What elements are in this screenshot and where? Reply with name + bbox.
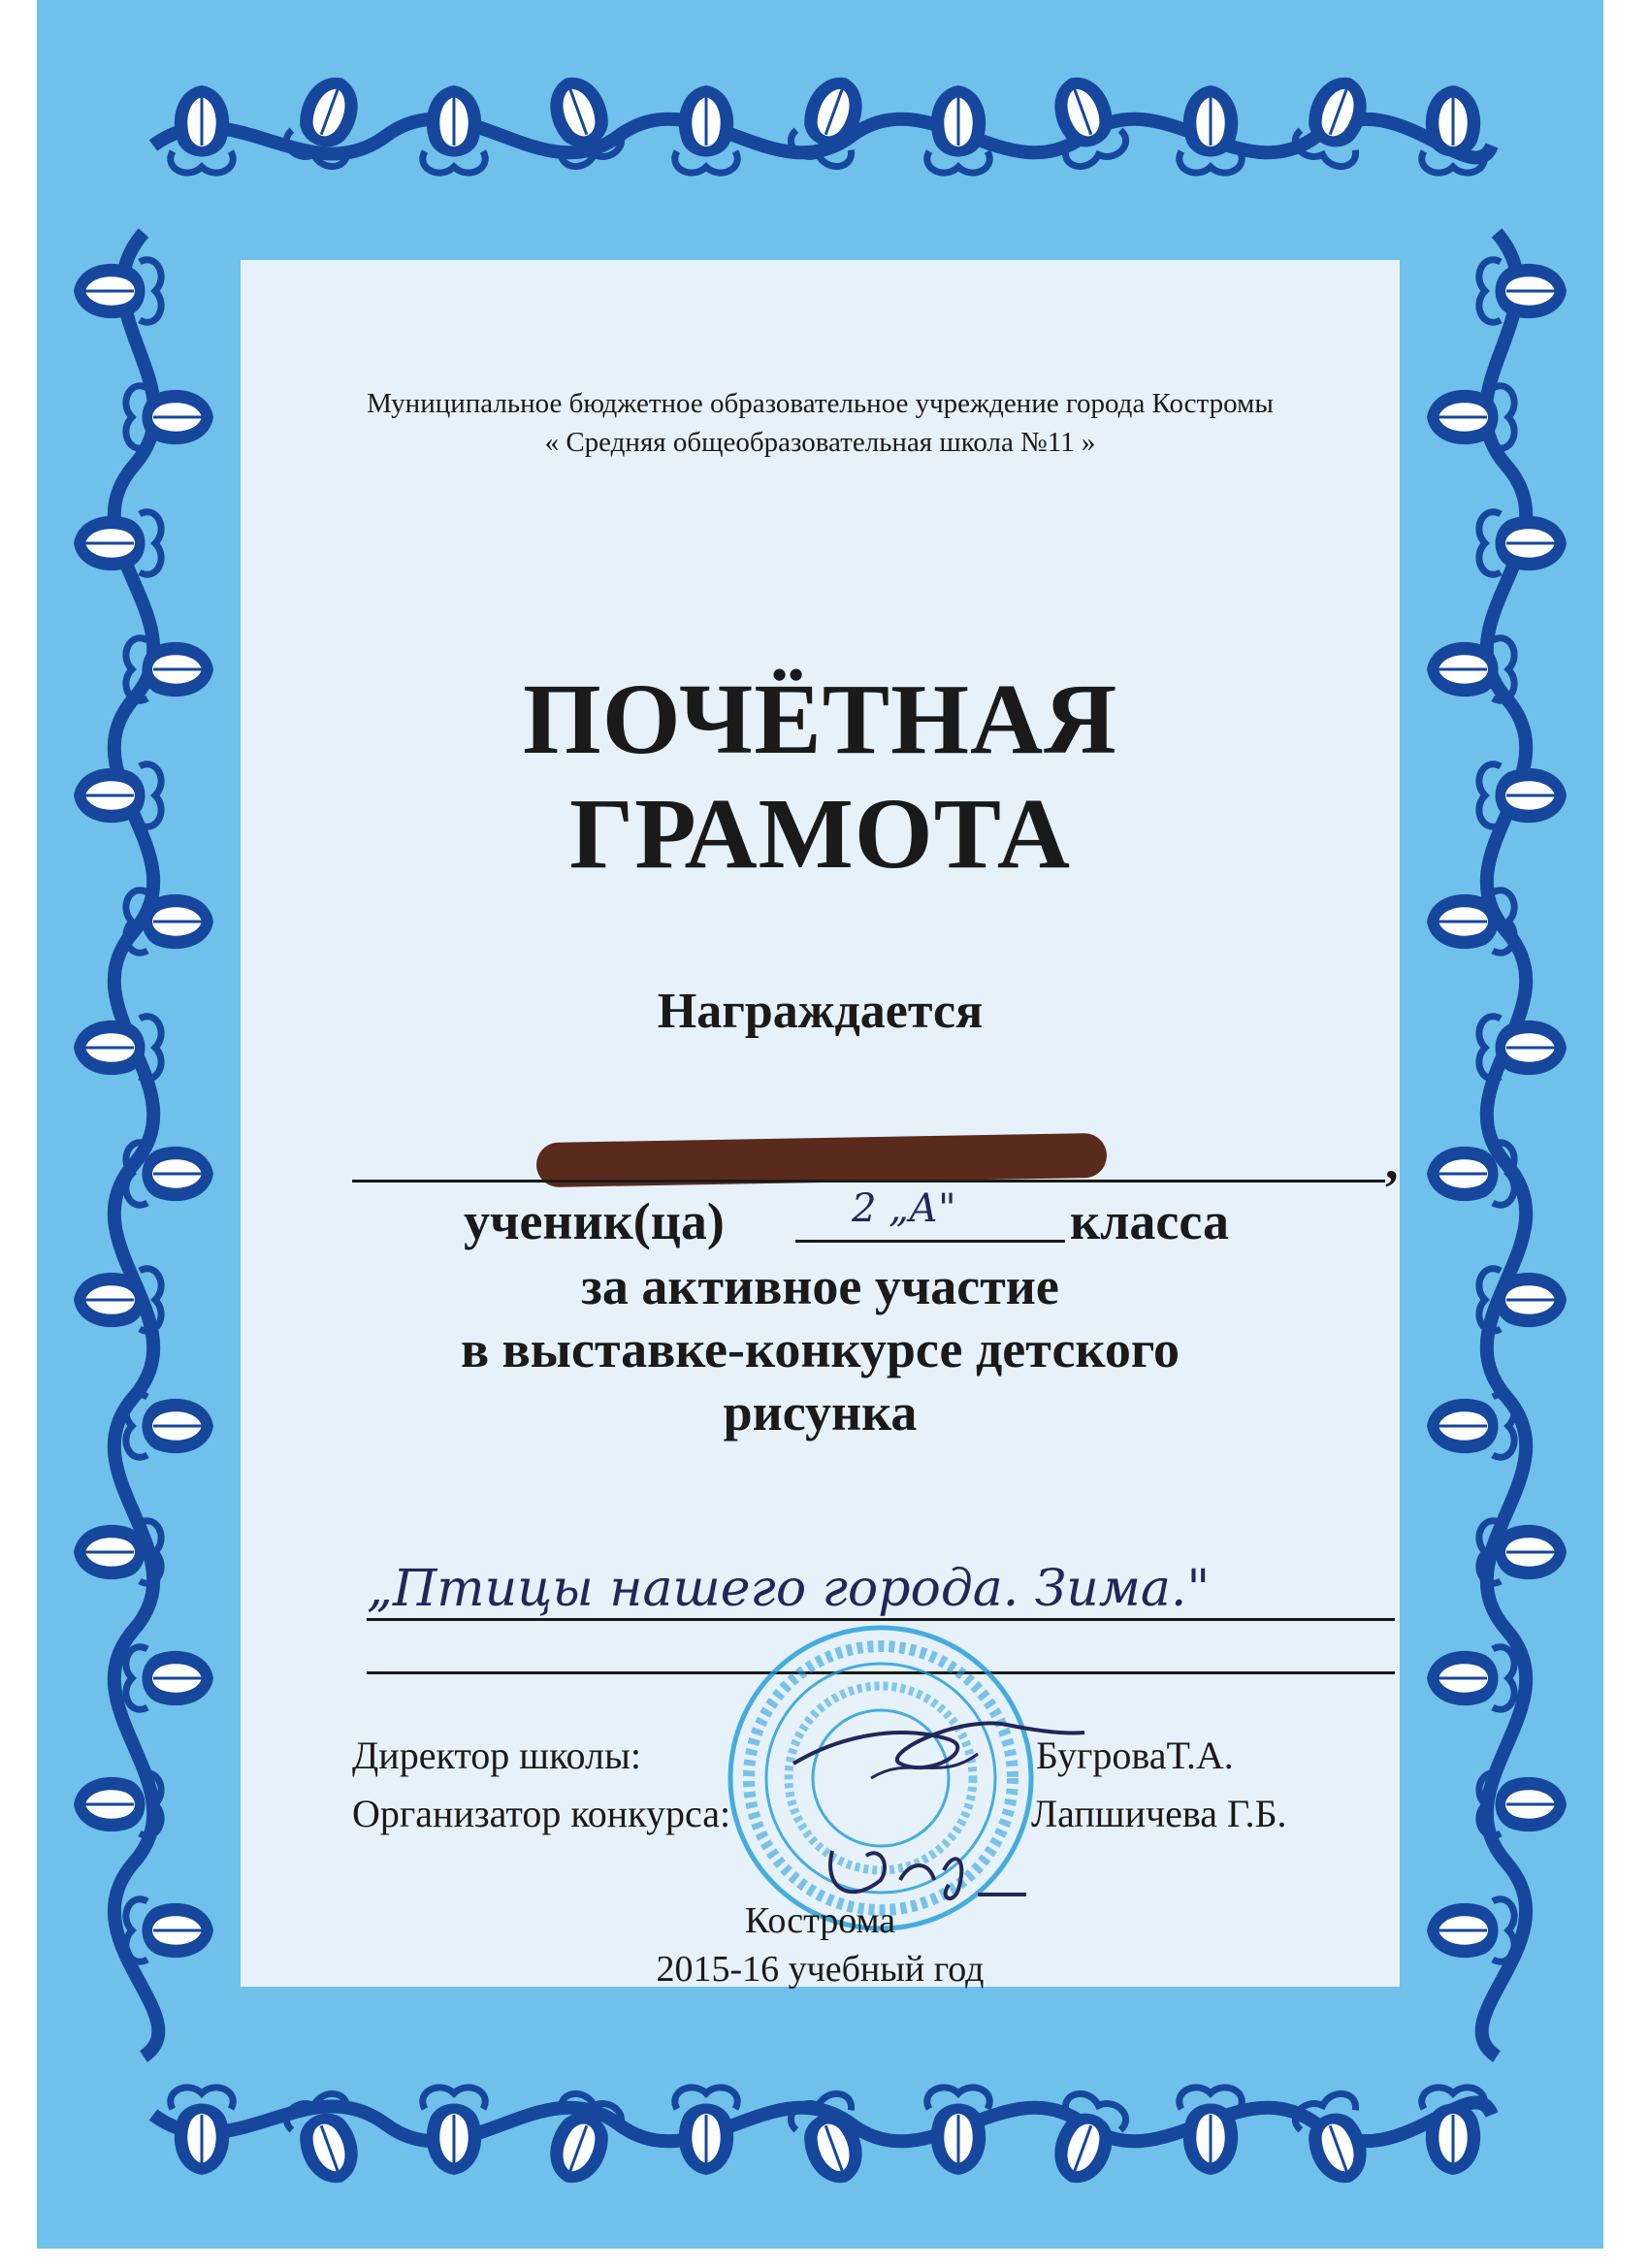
reason-line-3: рисунка xyxy=(723,1383,918,1442)
director-label: Директор школы: xyxy=(352,1733,641,1777)
class-handwritten: 2 „А" xyxy=(852,1186,956,1231)
reason-line-1: за активное участие xyxy=(581,1257,1059,1315)
class-line xyxy=(795,1240,1065,1243)
organization-line-2: « Средняя общеобразовательная школа №11 » xyxy=(544,427,1096,458)
certificate-sheet xyxy=(37,0,1603,2249)
class-label: класса xyxy=(1070,1192,1230,1250)
certificate-panel xyxy=(241,260,1400,1990)
title-line-1: ПОЧЁТНАЯ xyxy=(522,664,1118,775)
director-name: БугроваТ.А. xyxy=(1036,1733,1234,1777)
recipient-name-line xyxy=(352,1180,1385,1183)
recipient-comma: , xyxy=(1385,1132,1399,1190)
organization-line-1: Муниципальное бюджетное образовательное учреждение города Костромы xyxy=(367,388,1274,419)
organizer-label: Организатор конкурса: xyxy=(352,1792,731,1835)
organizer-name: Лапшичева Г.Б. xyxy=(1031,1792,1287,1835)
contest-name-handwritten: „Птицы нашего города. Зима." xyxy=(367,1560,1211,1618)
city: Кострома xyxy=(744,1900,896,1941)
student-label: ученик(ца) xyxy=(464,1192,725,1250)
title-line-2: ГРАМОТА xyxy=(569,778,1071,890)
school-year: 2015-16 учебный год xyxy=(656,1949,985,1990)
awarded-label: Награждается xyxy=(657,984,984,1039)
reason-line-2: в выставке-конкурсе детского xyxy=(460,1320,1180,1378)
